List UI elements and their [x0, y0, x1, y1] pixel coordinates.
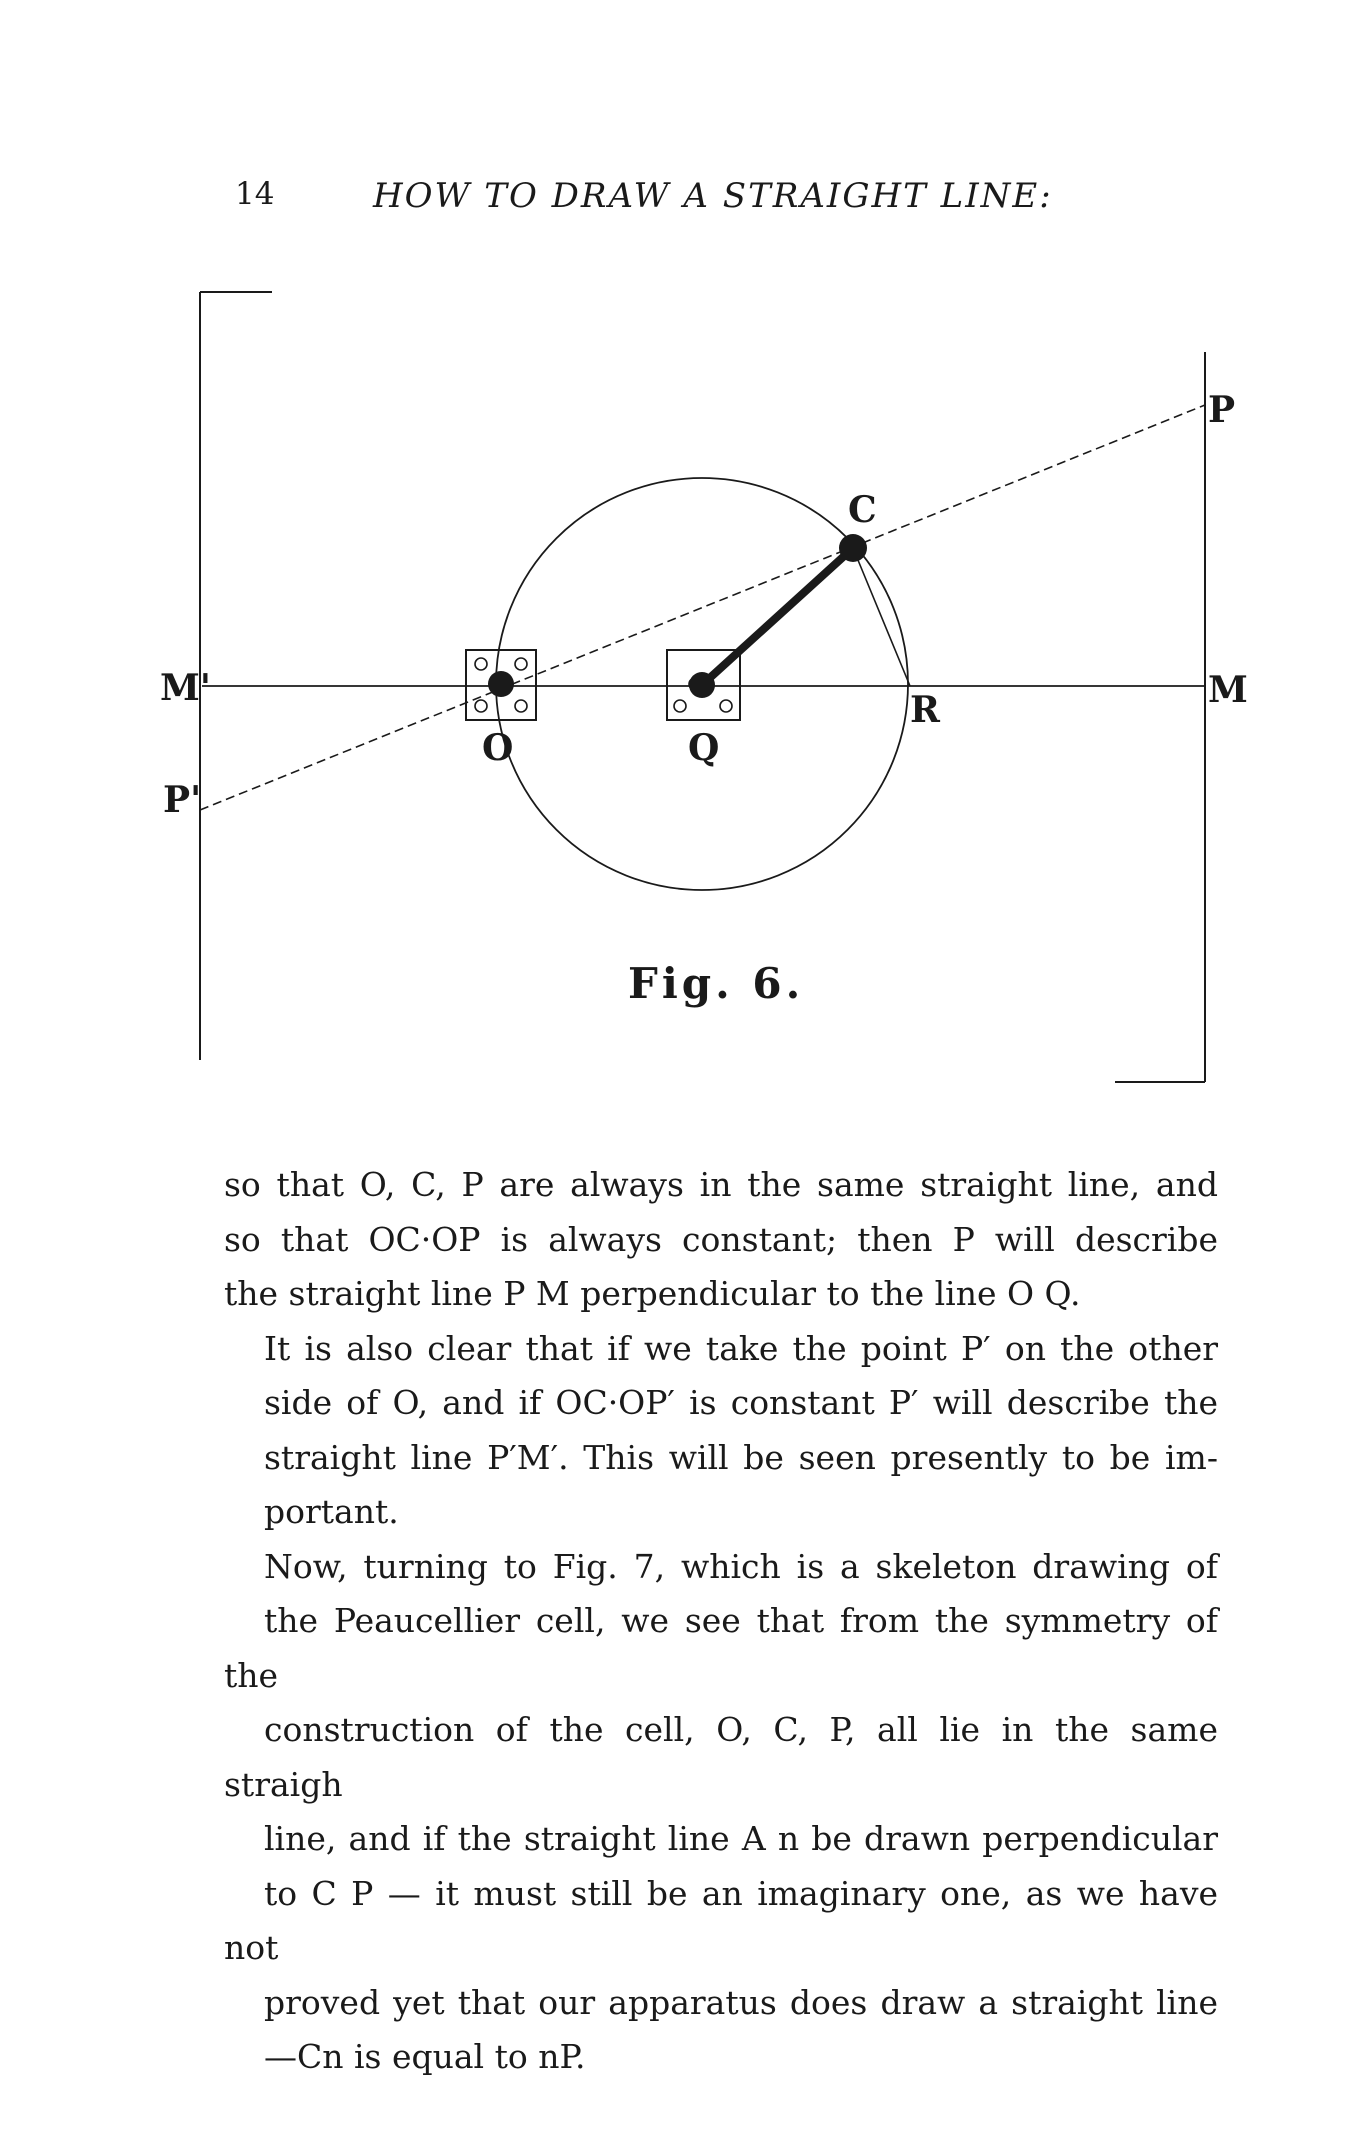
- paragraph-2: [224, 1322, 1218, 1540]
- text-line: so that OC·OP is always constant; then P will describe: [224, 1219, 1218, 1259]
- joint-c: [839, 534, 867, 562]
- figure-caption: Fig. 6.: [628, 959, 805, 1008]
- label-p: P: [1208, 389, 1236, 431]
- body-text: [224, 1158, 1218, 2085]
- pivot-q: [689, 672, 715, 698]
- pivot-o: [488, 671, 514, 697]
- running-head: [0, 176, 1360, 216]
- paragraph-1: [224, 1158, 1218, 1322]
- text-line: line, and if the straight line A n be drawn perpendicular: [264, 1819, 1218, 1858]
- label-q: Q: [688, 727, 720, 769]
- text-line: the Peaucellier cell, we see that from the symmetry of the: [224, 1601, 1218, 1695]
- figure-6: [0, 270, 1360, 1090]
- text-line: the straight line P M perpendicular to the line O Q.: [224, 1274, 1081, 1313]
- crank-q-c: [702, 548, 853, 685]
- label-r: R: [910, 689, 940, 731]
- paragraph-3: [224, 1540, 1218, 2085]
- text-line: portant.: [264, 1492, 399, 1531]
- line-c-r: [853, 548, 910, 686]
- label-m-prime: M': [160, 667, 211, 709]
- text-line: proved yet that our apparatus does draw a straight line: [264, 1982, 1218, 2022]
- text-line: Now, turning to Fig. 7, which is a skeleton drawing of: [264, 1546, 1218, 1586]
- text-line: It is also clear that if we take the point P′ on the other: [264, 1328, 1218, 1368]
- running-title: HOW TO DRAW A STRAIGHT LINE:: [373, 176, 1053, 216]
- label-o: O: [482, 727, 514, 769]
- text-line: —Cn is equal to nP.: [264, 2037, 586, 2076]
- text-line: straight line P′M′. This will be seen presently to be im-: [264, 1437, 1218, 1477]
- label-p-prime: P': [163, 779, 202, 821]
- text-line: construction of the cell, O, C, P, all lie in the same straigh: [224, 1710, 1218, 1804]
- text-line: side of O, and if OC·OP′ is constant P′ will describe the: [264, 1383, 1218, 1422]
- text-line: to C P — it must still be an imaginary one, as we have not: [224, 1873, 1218, 1967]
- label-m: M: [1208, 669, 1248, 711]
- page-number: 14: [235, 176, 275, 212]
- label-c: C: [848, 489, 877, 531]
- text-line: so that O, C, P are always in the same straight line, and: [224, 1165, 1218, 1204]
